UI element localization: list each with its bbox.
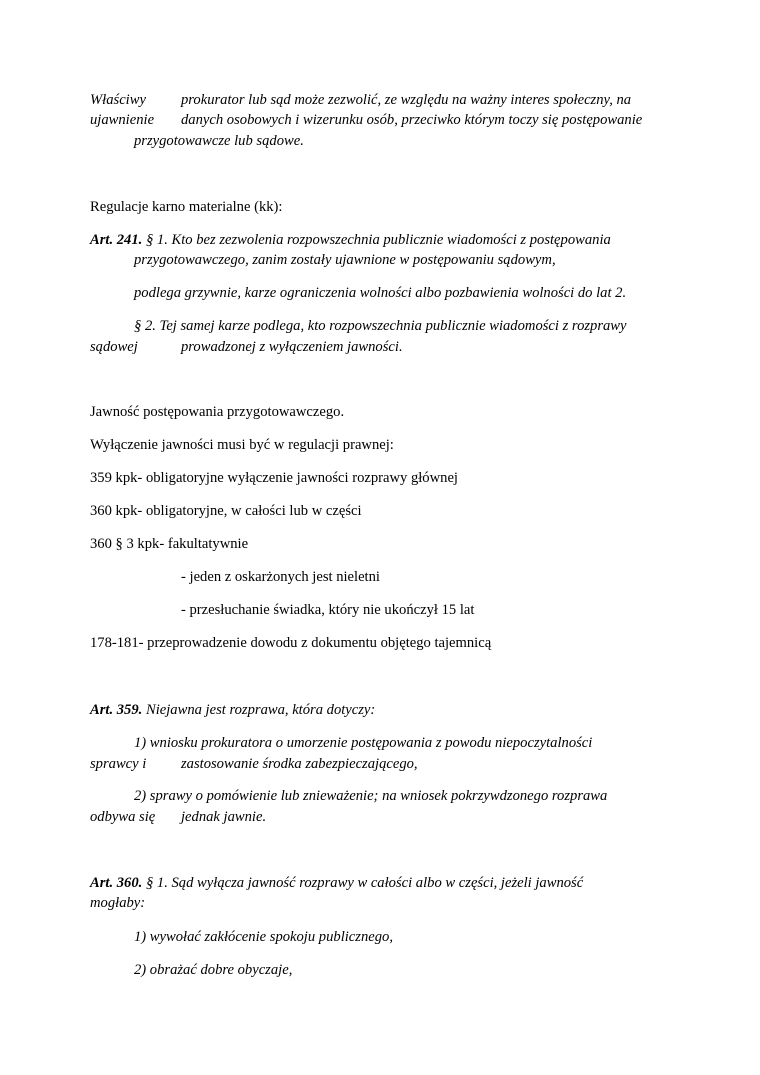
art359-item1-line1: 1) wniosku prokuratora o umorzenie postępowania z powodu niepoczytalności (134, 735, 593, 751)
art241-p2-line2-a: sądowej (90, 339, 138, 355)
art360-p1-line1-text: § 1. Sąd wyłącza jawność rozprawy w całości albo w części, jeżeli jawność (145, 875, 584, 891)
art359-label: Art. 359. (90, 702, 143, 718)
note-nieletni: - jeden z oskarżonych jest nieletni (181, 569, 380, 585)
art241-p2-line2-b: prowadzonej z wyłączeniem jawności. (181, 339, 403, 355)
note-178-181: 178-181- przeprowadzenie dowodu z dokumentu objętego tajemnicą (90, 635, 492, 651)
art241-paragraph1-line1 (90, 230, 611, 250)
note-360-3: 360 § 3 kpk- fakultatywnie (90, 536, 249, 552)
note-wylaczenie: Wyłączenie jawności musi być w regulacji prawnej: (90, 437, 394, 453)
art360-p1-line1 (90, 873, 583, 893)
block1-line3: przygotowawcze lub sądowe. (134, 133, 304, 149)
art360-label: Art. 360. (90, 875, 143, 891)
kk-heading: Regulacje karno materialne (kk): (90, 199, 283, 215)
note-360: 360 kpk- obligatoryjne, w całości lub w części (90, 503, 362, 519)
block1-line2-b: danych osobowych i wizerunku osób, przeciwko którym toczy się postępowanie (181, 112, 643, 128)
art359-item2-line1: 2) sprawy o pomówienie lub znieważenie; na wniosek pokrzywdzonego rozprawa (134, 788, 608, 804)
art360-item1: 1) wywołać zakłócenie spokoju publicznego, (134, 929, 393, 945)
block1-line2-a: ujawnienie (90, 112, 155, 128)
art359-intro-line (90, 700, 375, 720)
art359-item1-line2-a: sprawcy i (90, 756, 147, 772)
art241-p1-line1-text: § 1. Kto bez zezwolenia rozpowszechnia publicznie wiadomości z postępowania (145, 232, 611, 248)
art360-item2: 2) obrażać dobre obyczaje, (134, 962, 293, 978)
art359-item2-line2-a: odbywa się (90, 809, 156, 825)
note-jawnosc: Jawność postępowania przygotowawczego. (90, 404, 345, 420)
art359-item2-line2-b: jednak jawnie. (181, 809, 267, 825)
block1-line1-a: Właściwy (90, 92, 146, 108)
art241-penalty: podlega grzywnie, karze ograniczenia wolności albo pozbawienia wolności do lat 2. (134, 285, 627, 301)
block1-line1-b: prokurator lub sąd może zezwolić, ze względu na ważny interes społeczny, na (181, 92, 632, 108)
note-359: 359 kpk- obligatoryjne wyłączenie jawności rozprawy głównej (90, 470, 458, 486)
art241-p2-line1: § 2. Tej samej karze podlega, kto rozpowszechnia publicznie wiadomości z rozprawy (134, 318, 627, 334)
art359-intro: Niejawna jest rozprawa, która dotyczy: (145, 702, 376, 718)
note-swiadek: - przesłuchanie świadka, który nie ukończył 15 lat (181, 602, 475, 618)
art359-item1-line2-b: zastosowanie środka zabezpieczającego, (181, 756, 418, 772)
art241-p1-line2: przygotowawczego, zanim zostały ujawnione w postępowaniu sądowym, (134, 252, 556, 268)
art241-label: Art. 241. (90, 232, 143, 248)
art360-p1-line2: mogłaby: (90, 895, 146, 911)
